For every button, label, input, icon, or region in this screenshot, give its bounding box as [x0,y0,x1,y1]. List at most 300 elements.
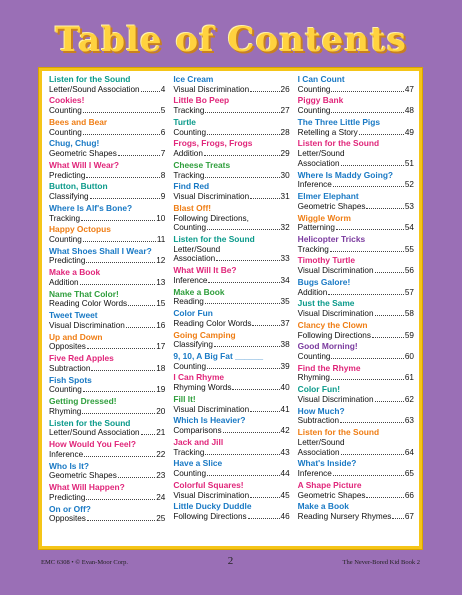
dot-leader [250,90,279,92]
toc-skill-label: Tracking [173,170,205,180]
toc-entry [49,354,165,373]
toc-entry-title: I Can Count [297,74,345,84]
toc-entry-title: Timothy Turtle [297,255,356,266]
toc-page-number: 27 [280,106,290,116]
toc-entry-line [298,159,414,169]
toc-entry-line [298,128,414,138]
toc-entry-line [173,512,289,522]
toc-entry-line [173,469,289,479]
toc-page-number: 39 [280,361,290,371]
toc-page-number: 8 [160,170,166,180]
dot-leader [118,154,160,156]
toc-entry-title: On or Off? [49,503,91,514]
toc-skill-label: Counting [297,352,331,361]
toc-skill-label: Counting [173,223,207,233]
toc-skill-label: Visual Discrimination [173,84,250,94]
toc-page-number: 25 [156,514,166,524]
toc-page-number: 24 [156,492,166,502]
toc-entry [173,118,289,137]
dot-leader [208,281,279,283]
dot-leader [330,250,404,252]
toc-entry-title: Chug, Chug! [49,138,100,149]
toc-entry-line [298,266,414,276]
dot-leader [86,261,155,263]
toc-entry-title: Find the Rhyme [297,362,361,373]
toc-skill-label: Subtraction [49,363,91,373]
toc-entry-line [173,297,289,307]
toc-skill-label: Subtraction [297,416,340,426]
toc-entry [49,376,165,395]
toc-page-number: 52 [404,180,414,190]
toc-skill-label: Following Directions, [173,213,249,223]
toc-skill-label: Letter/Sound [297,149,345,159]
dot-leader [83,240,156,242]
dot-leader [223,431,280,433]
dot-leader [252,324,279,326]
footer-page-number: 2 [227,555,234,567]
toc-entry-line [173,426,289,436]
toc-page-number: 13 [156,277,166,287]
toc-page-number: 11 [156,234,166,244]
toc-page-number: 18 [156,363,166,373]
toc-entry-line [173,245,289,255]
toc-skill-label: Tracking [49,213,81,223]
toc-entry [49,397,165,416]
toc-entry-line [49,471,165,481]
toc-entry [49,419,165,438]
toc-skill-label: Association [297,158,340,168]
toc-page-number: 6 [160,127,166,137]
toc-entry-title: A Shape Picture [297,479,362,490]
toc-page-number: 33 [280,254,290,264]
dot-leader [126,326,155,328]
toc-entry-line [49,128,165,138]
toc-entry-title: Color Fun [173,308,213,319]
dot-leader [375,400,404,402]
toc-entry-line [298,416,414,426]
toc-page-number: 61 [404,373,414,383]
toc-entry-line [173,171,289,181]
toc-page-number: 26 [280,84,290,94]
toc-skill-label: Counting [173,469,207,479]
toc-entry-line [173,405,289,415]
dot-leader [83,390,155,392]
dot-leader [336,228,404,230]
toc-skill-label: Counting [49,234,82,244]
toc-page-number: 42 [280,426,290,436]
dot-leader [205,453,279,455]
toc-page-number: 17 [156,342,166,352]
toc-page-number: 9 [160,192,166,202]
toc-entry [49,204,165,223]
toc-skill-label: Geometric Shapes [49,149,117,159]
toc-entry-title: What Will It Be? [173,265,237,276]
toc-entry-line [49,235,165,245]
toc-entry-title: The Three Little Pigs [297,116,381,127]
toc-entry-line [49,514,165,524]
dot-leader [141,433,156,435]
toc-entry-title: Bees and Bear [49,116,108,127]
contents-column [49,75,165,542]
toc-entry [49,483,165,502]
toc-skill-label: Inference [297,469,332,479]
dot-leader [366,207,403,209]
dot-leader [81,219,155,221]
toc-entry-line [49,364,165,374]
toc-entry [298,385,414,404]
toc-page-number: 41 [280,404,290,414]
toc-entry-title: I Can Rhyme [173,372,225,383]
toc-page-number: 31 [280,192,290,202]
toc-page-number: 10 [156,213,166,223]
toc-skill-label: Letter/Sound [173,244,221,254]
toc-entry [173,161,289,180]
dot-leader [207,133,279,135]
toc-entry-line [298,469,414,479]
toc-skill-label: Counting [173,361,207,371]
toc-entry [298,364,414,383]
toc-skill-label: Letter/Sound Association [49,428,140,438]
dot-leader [205,111,279,113]
dot-leader [248,517,280,519]
toc-entry [298,481,414,500]
toc-entry-title: Frogs, Frogs, Frogs [173,138,253,149]
toc-entry [173,481,289,500]
toc-entry-title: Little Bo Peep [173,95,230,106]
toc-skill-label: Addition [297,287,328,297]
footer-book-title: The Never-Bored Kid Book 2 [342,559,420,566]
toc-entry-line [298,180,414,190]
dot-leader [86,176,159,178]
dot-leader [359,133,404,135]
toc-entry-title: What Will I Wear? [49,159,120,170]
dot-leader [216,259,279,261]
toc-entry [49,182,165,201]
toc-skill-label: Letter/Sound [297,437,345,447]
contents-column [298,75,414,542]
toc-skill-label: Visual Discrimination [173,404,250,414]
toc-entry-title: Getting Dressed! [49,396,117,407]
toc-entry [173,235,289,264]
dot-leader [375,271,404,273]
toc-entry-title: What Shoes Shall I Wear? [49,245,152,256]
toc-entry-line [173,491,289,501]
toc-entry-title: Good Morning! [297,341,358,352]
toc-entry-title: How Much? [297,405,345,416]
toc-skill-label: Tracking [173,106,205,116]
toc-page-number: 38 [280,340,290,350]
toc-skill-label: Predicting [49,492,86,502]
toc-entry-line [298,395,414,405]
toc-page-number: 30 [280,170,290,180]
toc-entry-line [49,171,165,181]
toc-skill-label: Addition [173,149,203,159]
toc-entry [298,299,414,318]
dot-leader [86,498,155,500]
toc-entry-line [49,321,165,331]
toc-entry-title: Find Red [173,181,210,192]
toc-entry [49,290,165,309]
toc-page-number: 29 [280,149,290,159]
toc-entry-title: Happy Octopus [49,224,111,235]
toc-entry-line [49,450,165,460]
toc-page-number: 19 [156,385,166,395]
dot-leader [331,378,404,380]
dot-leader [341,164,404,166]
toc-entry-title: Bugs Galore! [297,276,351,287]
toc-skill-label: Geometric Shapes [297,201,366,211]
toc-page-number: 59 [404,330,414,340]
toc-entry [298,139,414,168]
toc-entry-line [298,491,414,501]
toc-entry-line [49,85,165,95]
toc-entry-line [173,192,289,202]
contents-columns [49,75,414,542]
toc-entry-line [298,223,414,233]
toc-page-number: 66 [404,490,414,500]
toc-entry-line [298,245,414,255]
toc-skill-label: Geometric Shapes [297,490,366,500]
toc-entry [49,333,165,352]
toc-entry-title: Up and Down [49,331,103,342]
toc-entry [298,342,414,361]
dot-leader [205,302,280,304]
toc-page-number: 4 [160,84,166,94]
toc-skill-label: Retelling a Story [297,127,358,137]
toc-entry-line [173,106,289,116]
dot-leader [250,197,279,199]
toc-entry-title: Elmer Elephant [297,191,359,202]
toc-page-number: 64 [404,447,414,457]
toc-page-number: 45 [280,490,290,500]
toc-skill-label: Visual Discrimination [297,266,374,276]
toc-page-number: 20 [156,406,166,416]
toc-entry [173,75,289,94]
toc-entry-line [298,309,414,319]
toc-entry-line [298,331,414,341]
toc-entry [49,247,165,266]
toc-skill-label: Rhyming Words [173,383,232,393]
toc-skill-label: Counting [49,127,82,137]
dot-leader [204,154,280,156]
toc-entry [173,96,289,115]
toc-entry-title: Where Is Maddy Going? [297,169,394,180]
toc-skill-label: Association [173,254,216,264]
toc-entry-line [298,288,414,298]
dot-leader [341,453,404,455]
dot-leader [205,176,279,178]
toc-skill-label: Reading Color Words [49,299,128,309]
toc-entry-line [49,493,165,503]
dot-leader [141,90,160,92]
toc-entry-title: Make a Book [173,286,225,297]
toc-page-number: 65 [404,469,414,479]
toc-entry-title: Listen for the Sound [173,233,255,244]
toc-page-number: 28 [280,127,290,137]
toc-entry [173,309,289,328]
toc-entry [173,266,289,285]
toc-skill-label: Tracking [297,244,329,254]
dot-leader [84,455,155,457]
toc-skill-label: Addition [49,277,79,287]
toc-skill-label: Inference [49,449,84,459]
toc-entry [173,204,289,233]
dot-leader [331,111,403,113]
toc-skill-label: Counting [173,127,207,137]
toc-entry [173,139,289,158]
toc-skill-label: Patterning [297,223,335,233]
dot-leader [87,347,155,349]
toc-entry [49,225,165,244]
toc-entry [173,373,289,392]
toc-entry [173,331,289,350]
dot-leader [333,474,404,476]
toc-entry [49,139,165,158]
toc-entry-title: 9, 10, A Big Fat ______ [173,351,264,361]
page-title: Table of Contents [55,20,407,60]
toc-page-number: 22 [156,449,166,459]
toc-entry [298,407,414,426]
toc-entry-title: Turtle [173,116,196,127]
dot-leader [83,133,160,135]
toc-entry-line [173,362,289,372]
toc-entry-line [173,223,289,233]
toc-entry-title: Which Is Heavier? [173,415,246,426]
dot-leader [214,345,280,347]
toc-entry [298,118,414,137]
toc-entry-line [298,438,414,448]
dot-leader [83,111,160,113]
toc-entry-title: Make a Book [49,267,101,278]
toc-entry [298,459,414,478]
toc-entry-line [173,128,289,138]
toc-skill-label: Geometric Shapes [49,471,117,481]
toc-entry [298,192,414,211]
toc-entry-title: Listen for the Sound [297,427,380,438]
toc-entry [49,75,165,94]
dot-leader [232,388,279,390]
toc-entry-line [173,254,289,264]
toc-entry-line [298,202,414,212]
toc-entry-title: Going Camping [173,329,236,340]
toc-page-number: 47 [404,84,414,94]
toc-entry-title: Helicopter Tricks [297,233,366,244]
toc-entry-title: Who Is It? [49,460,90,471]
toc-entry-title: What's Inside? [297,458,357,469]
toc-skill-label: Counting [297,106,331,116]
toc-entry [173,395,289,414]
toc-page-number: 56 [404,266,414,276]
toc-page-number: 32 [280,223,290,233]
toc-entry-line [49,149,165,159]
toc-entry-line [173,276,289,286]
toc-skill-label: Visual Discrimination [297,394,374,404]
toc-entry-title: Piggy Bank [297,95,344,106]
toc-entry-line [49,256,165,266]
toc-entry [298,502,414,521]
toc-entry-line [49,192,165,202]
toc-page-number: 16 [156,320,166,330]
toc-entry-line [298,512,414,522]
toc-entry-line [49,299,165,309]
dot-leader [366,496,403,498]
toc-page-number: 23 [156,471,166,481]
dot-leader [207,228,279,230]
toc-page-number: 63 [404,416,414,426]
toc-entry-line [298,448,414,458]
toc-entry [49,440,165,459]
toc-entry [298,278,414,297]
toc-skill-label: Opposites [49,514,86,524]
toc-entry-line [49,407,165,417]
dot-leader [82,412,155,414]
toc-entry-title: What Will Happen? [49,482,125,493]
toc-entry [298,428,414,457]
dot-leader [333,185,404,187]
toc-entry [298,256,414,275]
toc-page-number: 44 [280,469,290,479]
toc-entry-title: Wiggle Worm [297,212,351,223]
contents-panel [39,68,422,549]
toc-entry [173,288,289,307]
toc-page-number: 35 [280,297,290,307]
toc-entry-title: Blast Off! [173,202,212,213]
toc-page-number: 51 [404,158,414,168]
toc-entry-title: Colorful Squares! [173,479,244,490]
toc-entry-line [298,106,414,116]
toc-entry-title: Listen for the Sound [49,74,131,84]
toc-page-number: 48 [404,106,414,116]
toc-entry [298,171,414,190]
toc-entry-title: Where Is Alf's Bone? [49,202,133,213]
toc-entry-title: Fish Spots [49,374,92,385]
toc-entry-title: Little Ducky Duddle [173,501,252,512]
toc-entry-line [173,340,289,350]
footer-publisher: EMC 6308 • © Evan-Moor Corp. [41,559,129,566]
toc-entry-line [49,342,165,352]
dot-leader [128,304,155,306]
dot-leader [91,369,155,371]
toc-entry-title: Name That Color! [49,288,119,299]
toc-entry-line [49,428,165,438]
toc-skill-label: Reading Nursery Rhymes [297,511,392,521]
toc-skill-label: Predicting [49,170,86,180]
toc-entry-line [173,319,289,329]
toc-page-number: 34 [280,275,290,285]
toc-skill-label: Comparisons [173,426,222,436]
toc-entry-line [298,352,414,362]
dot-leader [328,293,404,295]
toc-entry-line [298,373,414,383]
toc-entry [173,352,289,371]
toc-page-number: 67 [404,511,414,521]
toc-skill-label: Visual Discrimination [173,192,250,202]
toc-entry-line [173,448,289,458]
toc-entry-title: Cheese Treats [173,159,231,170]
toc-skill-label: Counting [297,84,331,94]
toc-skill-label: Inference [297,180,332,190]
toc-skill-label: Visual Discrimination [49,320,125,330]
toc-skill-label: Association [297,447,340,457]
toc-entry-line [173,85,289,95]
toc-skill-label: Counting [49,385,82,395]
toc-entry-title: Clancy the Clown [297,319,368,330]
toc-page-number: 54 [404,223,414,233]
toc-page-number: 43 [280,447,290,457]
toc-skill-label: Visual Discrimination [173,490,250,500]
dot-leader [207,367,279,369]
toc-entry [49,462,165,481]
